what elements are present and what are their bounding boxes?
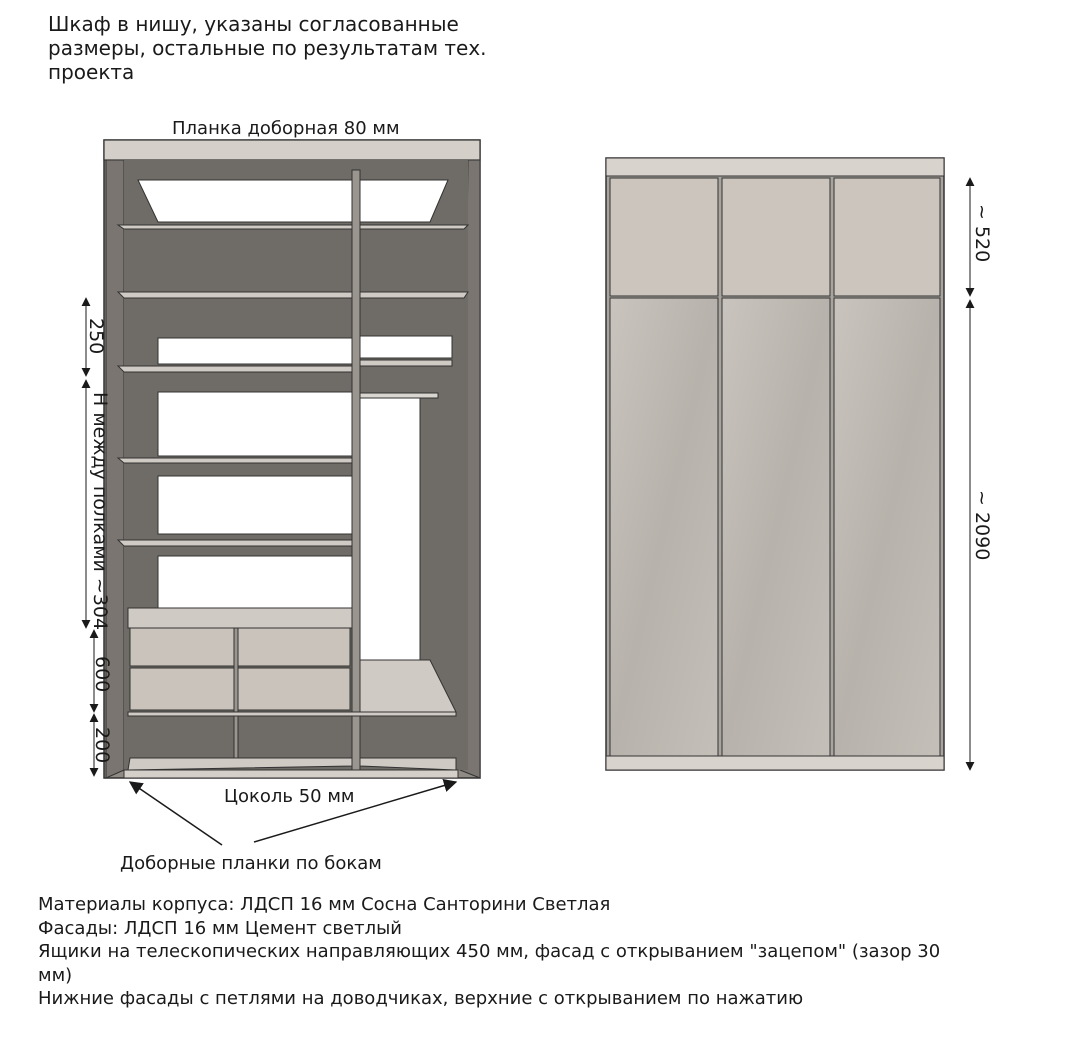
opening-left-3 <box>158 476 352 534</box>
shelf <box>118 540 352 546</box>
drawer-divider <box>234 628 238 758</box>
note-line: Ящики на телескопических направляющих 450 мм, фасад с открыванием "зацепом" (зазор 30 <box>38 941 941 962</box>
title-line: Шкаф в нишу, указаны согласованные <box>48 12 459 36</box>
shelf <box>118 225 352 229</box>
note-line: мм) <box>38 964 73 986</box>
front-plinth <box>606 756 944 770</box>
drawer <box>130 668 234 710</box>
opening-right-2 <box>360 398 420 660</box>
shelf <box>118 292 352 298</box>
plinth-label: Цоколь 50 мм <box>224 786 355 807</box>
opening-left-1 <box>158 338 352 364</box>
front-facade-view <box>606 158 993 770</box>
bottom-shelf <box>128 712 456 716</box>
dim-shelf-gap: Н между полками ~304 <box>89 392 111 631</box>
opening-left-4 <box>158 556 352 608</box>
shelf <box>128 608 352 628</box>
mezzanine-facade <box>610 178 718 296</box>
shelf <box>118 458 352 463</box>
dim-600: 600 <box>91 656 113 693</box>
open-carcass-view <box>85 118 480 874</box>
shelf <box>360 225 468 229</box>
shelf <box>118 366 352 372</box>
opening-left-2 <box>158 392 352 456</box>
plinth <box>124 770 458 778</box>
top-strip-label: Планка доборная 80 мм <box>172 118 400 139</box>
center-partition <box>352 170 360 770</box>
arrow-left-strip <box>130 782 222 845</box>
mezzanine-facade <box>722 178 830 296</box>
main-facade <box>610 298 718 756</box>
drawer <box>130 628 234 666</box>
top-strip <box>104 140 480 160</box>
main-facade <box>834 298 940 756</box>
dim-2090: ~ 2090 <box>971 490 993 561</box>
front-top-strip <box>606 158 944 176</box>
title-line: размеры, остальные по результатам тех. <box>48 36 487 60</box>
title-line: проекта <box>48 60 135 84</box>
drawer <box>238 668 350 710</box>
note-line: Фасады: ЛДСП 16 мм Цемент светлый <box>38 917 402 939</box>
dim-200: 200 <box>91 727 113 764</box>
dim-250: 250 <box>85 318 107 355</box>
drawer <box>238 628 350 666</box>
main-facade <box>722 298 830 756</box>
notes-block <box>38 893 940 1011</box>
shelf <box>360 360 452 366</box>
hanging-rod <box>360 393 438 398</box>
note-line: Нижние фасады с петлями на доводчиках, верхние с открыванием по нажатию <box>38 988 804 1009</box>
shelf <box>360 292 468 298</box>
dim-520: ~ 520 <box>971 204 993 263</box>
opening-right-1 <box>360 336 452 358</box>
mezzanine-facade <box>834 178 940 296</box>
note-line: Материалы корпуса: ЛДСП 16 мм Сосна Санторини Светлая <box>38 894 611 915</box>
opening-top-left <box>138 180 352 222</box>
side-strips-label: Доборные планки по бокам <box>120 853 382 874</box>
